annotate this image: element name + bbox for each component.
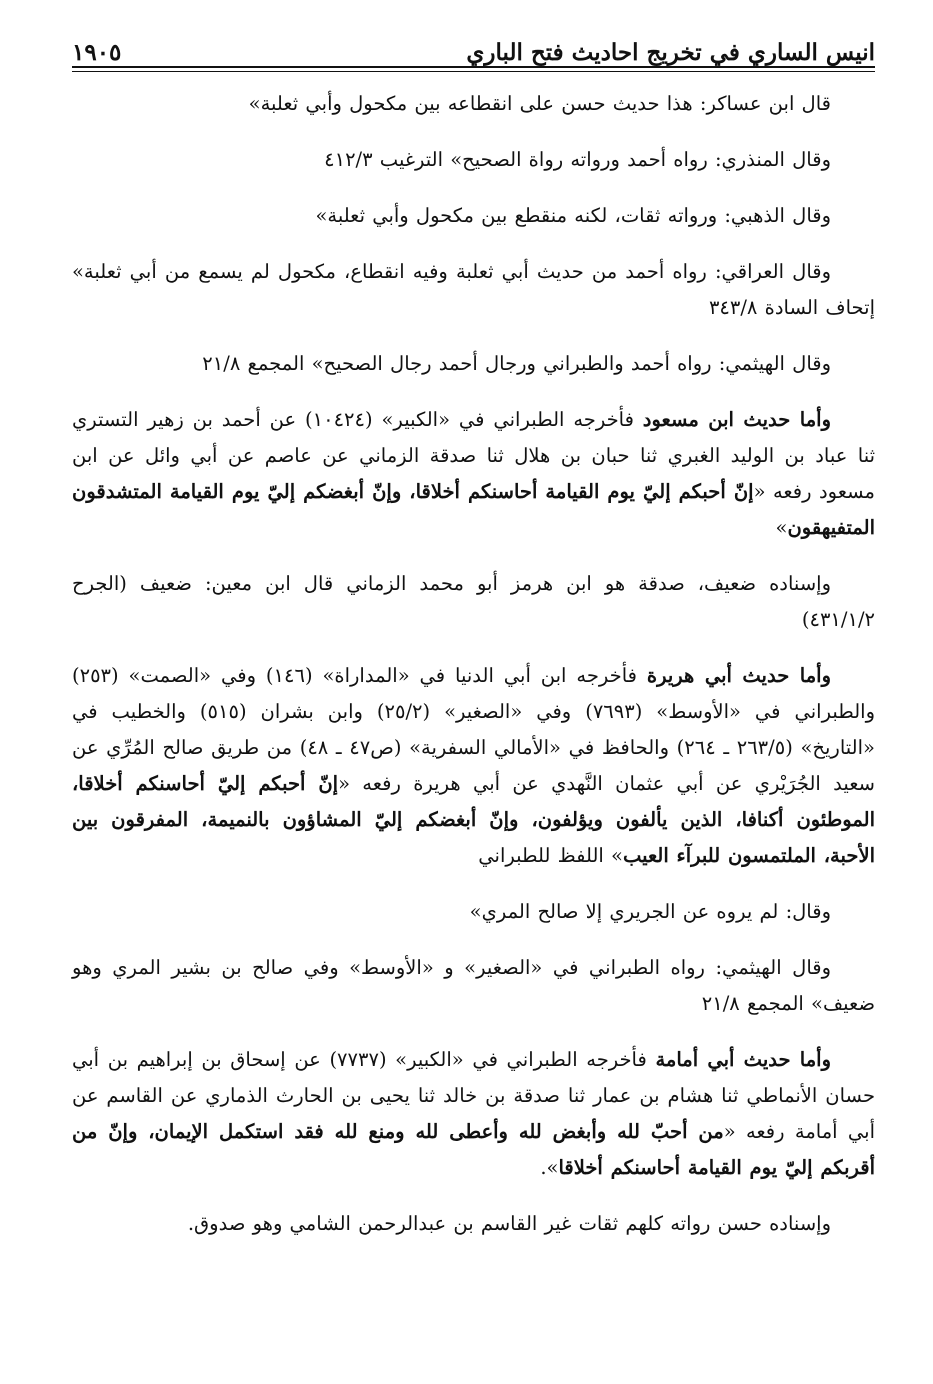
page-header — [72, 30, 875, 68]
text-segment: فأخرجه الطبراني في «الكبير» (٧٧٣٧) عن إسحاق بن إبراهيم بن أبي حسان الأنماطي ثنا هشام بن عمار ثنا صدقة بن خالد ثنا يحيى بن الحارث الذماري عن القاسم عن أبي أمامة رفعه « — [72, 1048, 875, 1143]
paragraph — [72, 894, 875, 930]
paragraph — [72, 254, 875, 326]
header-rule — [72, 66, 875, 68]
text-segment: وقال الهيثمي: رواه الطبراني في «الصغير» و «الأوسط» وفي صالح بن بشير المري وهو ضعيف» المجمع ٢١/٨ — [72, 956, 875, 1015]
bold-text-segment: وأما حديث ابن مسعود — [642, 408, 831, 431]
bold-text-segment: إنّ أحبكم إليّ يوم القيامة أحاسنكم أخلاقا، وإنّ أبغضكم إليّ يوم القيامة المتشدقون المتفيهقون — [72, 480, 875, 539]
text-segment: ». — [540, 1156, 559, 1179]
running-title: انيس الساري في تخريج احاديث فتح الباري — [466, 39, 875, 66]
bold-text-segment: من أحبّ لله وأبغض لله وأعطى لله ومنع لله فقد استكمل الإيمان، وإنّ من أقربكم إليّ يوم القيامة أحاسنكم أخلاقا — [72, 1120, 875, 1179]
text-segment: قال ابن عساكر: هذا حديث حسن على انقطاعه بين مكحول وأبي ثعلبة» — [248, 92, 831, 115]
paragraph — [72, 142, 875, 178]
paragraph — [72, 950, 875, 1022]
paragraph — [72, 1206, 875, 1242]
paragraph — [72, 86, 875, 122]
text-segment: » — [775, 516, 788, 539]
paragraph — [72, 566, 875, 638]
bold-text-segment: إنّ أحبكم إليّ أحاسنكم أخلاقا، الموطئون أكنافا، الذين يألفون ويؤلفون، وإنّ أبغضكم إليّ المشاؤون بالنميمة، المفرقون بين الأحبة، الملتمسون للبرآء العيب — [72, 772, 875, 867]
bold-text-segment: وأما حديث أبي هريرة — [646, 664, 831, 687]
text-segment: » اللفظ للطبراني — [478, 844, 623, 867]
text-segment: وقال العراقي: رواه أحمد من حديث أبي ثعلبة وفيه انقطاع، مكحول لم يسمع من أبي ثعلبة» إتحاف السادة ٣٤٣/٨ — [72, 260, 875, 319]
text-segment: وقال الذهبي: ورواته ثقات، لكنه منقطع بين مكحول وأبي ثعلبة» — [315, 204, 831, 227]
text-segment: وقال المنذري: رواه أحمد ورواته رواة الصحيح» الترغيب ٤١٢/٣ — [324, 148, 831, 171]
text-segment: وإسناده ضعيف، صدقة هو ابن هرمز أبو محمد الزماني قال ابن معين: ضعيف (الجرح ٤٣١/١/٢) — [72, 572, 875, 631]
text-segment: وقال: لم يروه عن الجريري إلا صالح المري» — [469, 900, 831, 923]
paragraph — [72, 1042, 875, 1186]
page-body — [72, 86, 875, 1262]
bold-text-segment: وأما حديث أبي أمامة — [655, 1048, 831, 1071]
text-segment: وإسناده حسن رواته كلهم ثقات غير القاسم بن عبدالرحمن الشامي وهو صدوق. — [187, 1212, 831, 1235]
paragraph — [72, 402, 875, 546]
page-number: ١٩٠٥ — [72, 39, 122, 66]
paragraph — [72, 198, 875, 234]
paragraph — [72, 658, 875, 874]
text-segment: فأخرجه الطبراني في «الكبير» (١٠٤٢٤) عن أحمد بن زهير التستري ثنا عباد بن الوليد الغبري ثنا حبان بن هلال ثنا صدقة الزماني عن عاصم عن أبي وائل عن ابن مسعود رفعه « — [72, 408, 875, 503]
header-rule-thin — [72, 71, 875, 72]
text-segment: فأخرجه ابن أبي الدنيا في «المداراة» (١٤٦) وفي «الصمت» (٢٥٣) والطبراني في «الأوسط» (٧٦٩٣) وفي «الصغير» (٢٥/٢) وابن بشران (٥١٥) والخطيب في «التاريخ» (٢٦٣/٥ ـ ٢٦٤) والحافظ في «الأمالي السفرية» (ص٤٧ ـ ٤٨) من طريق صالح المُرِّي عن سعيد الجُرَيْري عن أبي عثمان النَّهدي عن أبي هريرة رفعه « — [72, 664, 875, 795]
text-segment: وقال الهيثمي: رواه أحمد والطبراني ورجال أحمد رجال الصحيح» المجمع ٢١/٨ — [202, 352, 831, 375]
paragraph — [72, 346, 875, 382]
